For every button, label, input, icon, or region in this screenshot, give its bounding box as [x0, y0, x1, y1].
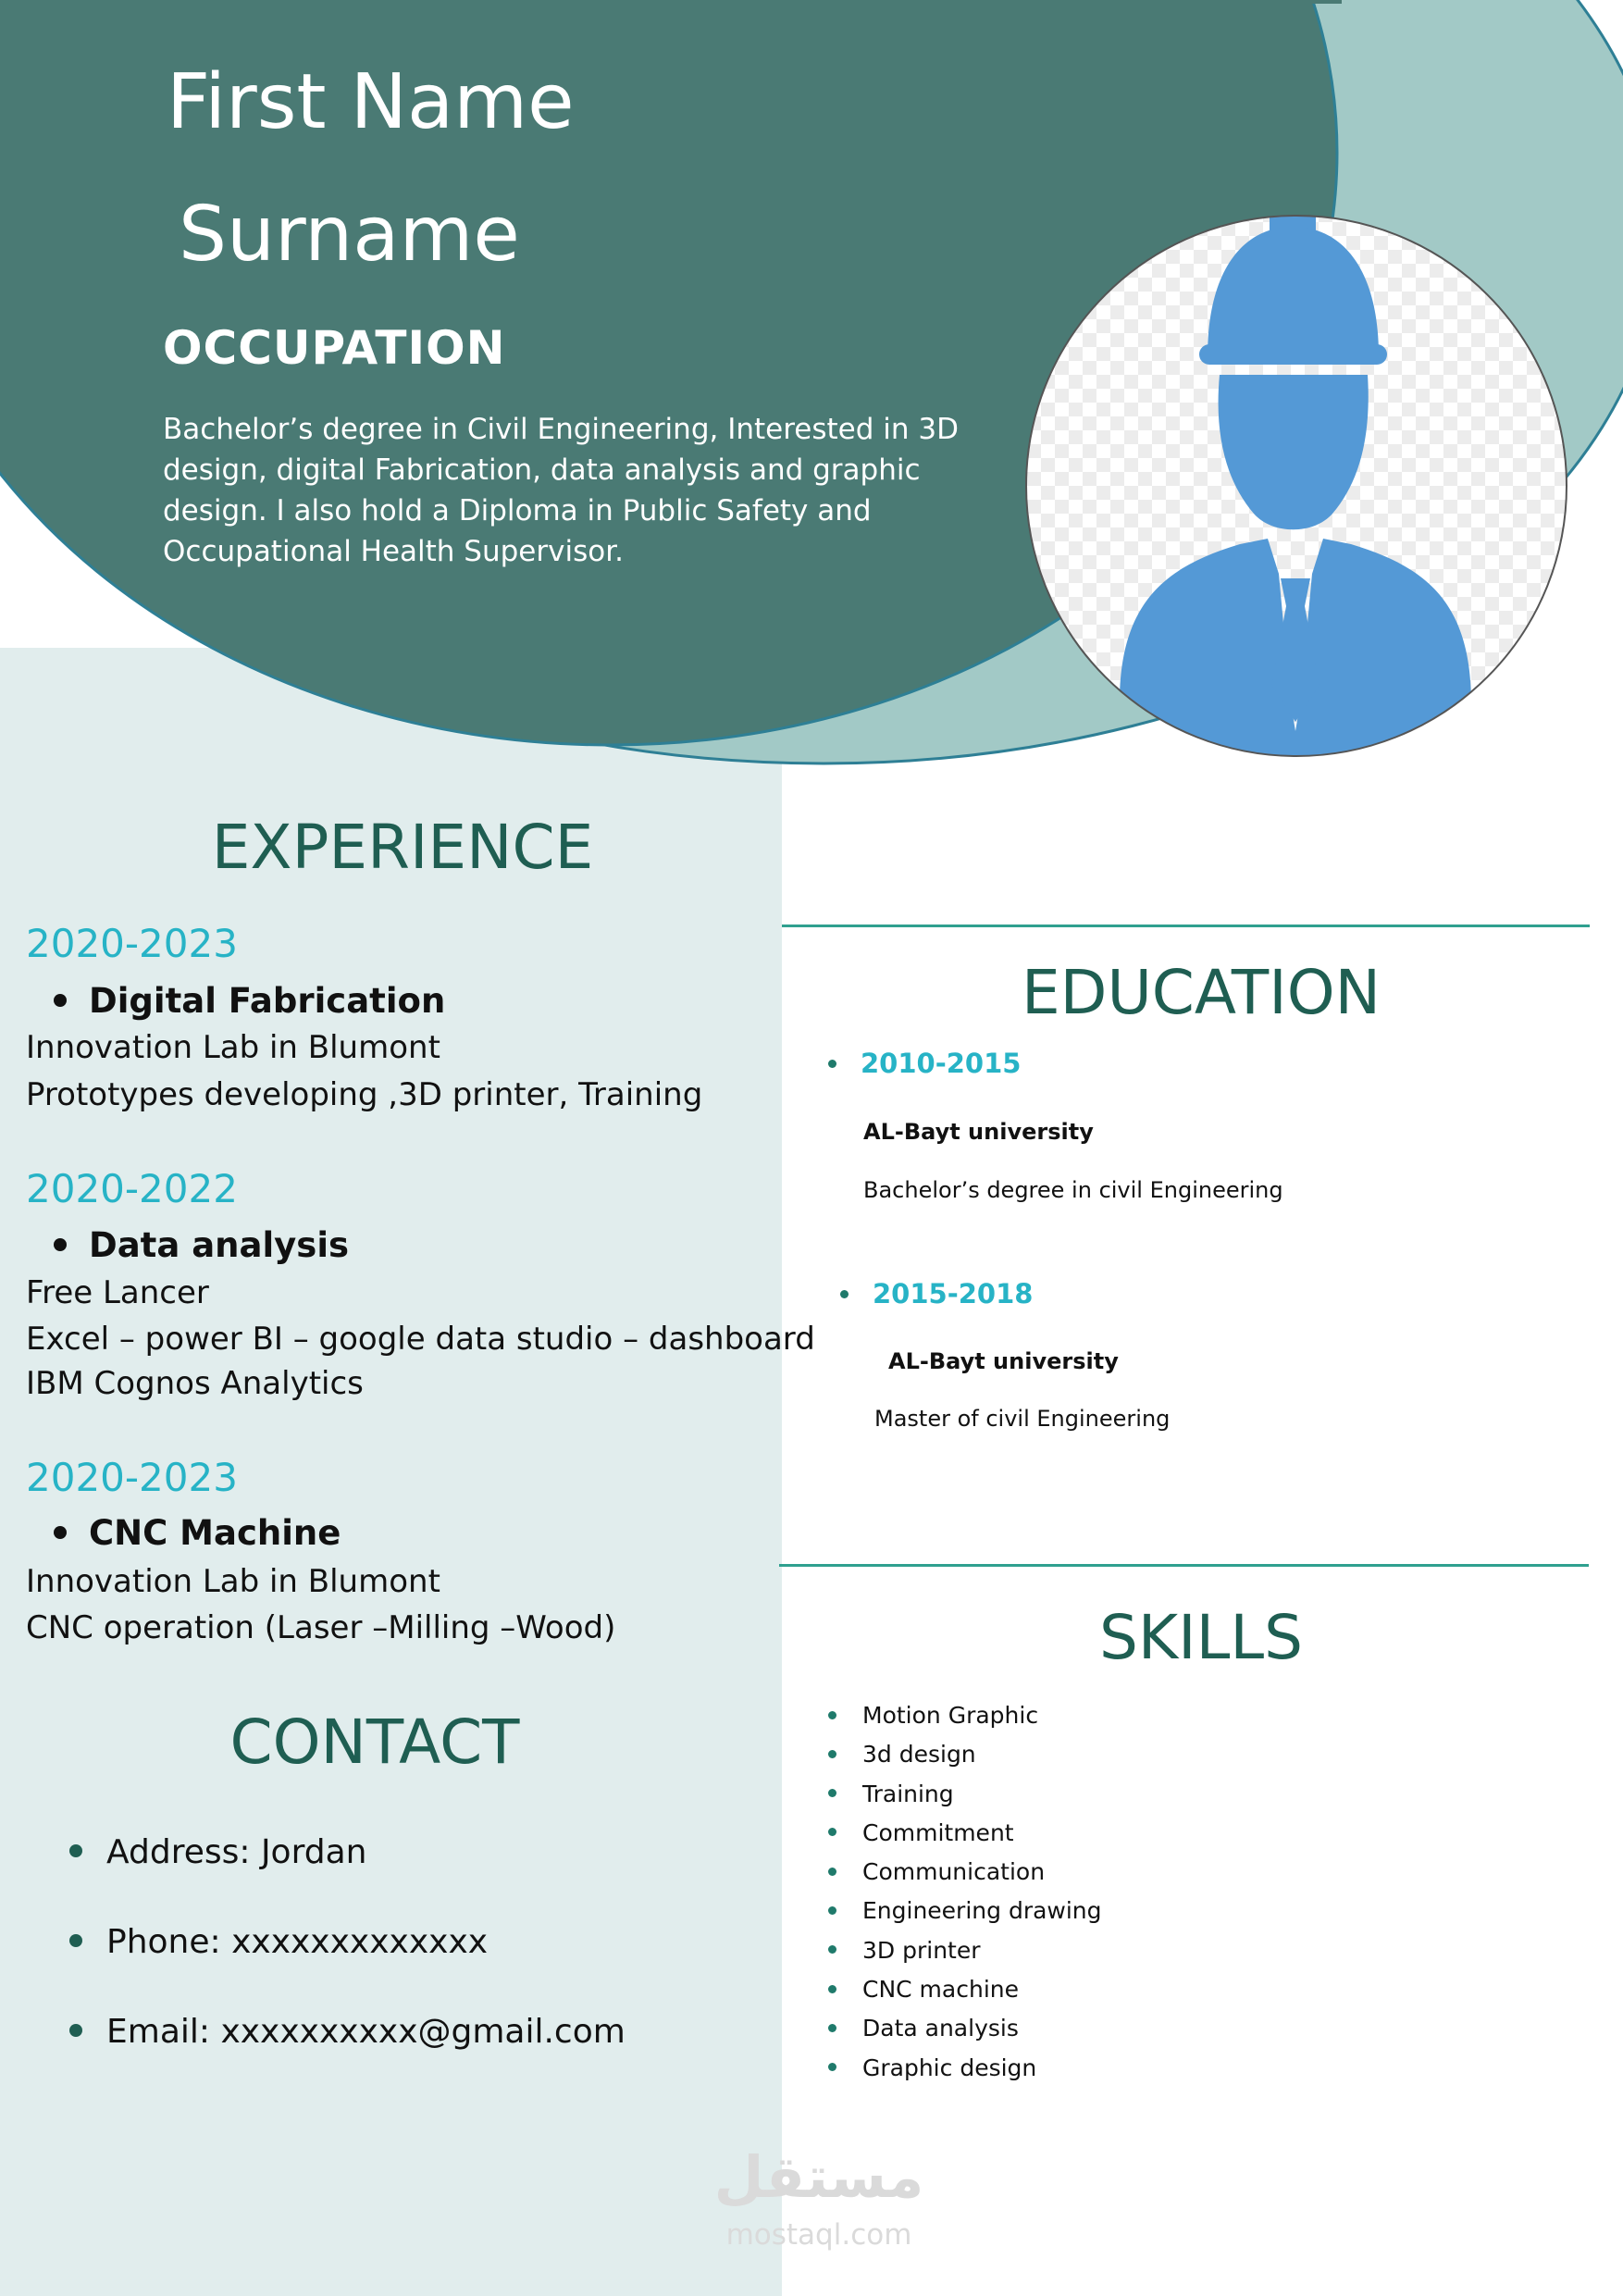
- header-top-fill: [0, 0, 1342, 4]
- bullet-icon: [54, 994, 67, 1007]
- contact-email[interactable]: Email: xxxxxxxxxx@gmail.com: [69, 2016, 626, 2049]
- contact-address: Address: Jordan: [69, 1836, 366, 1869]
- skills-heading: SKILLS: [1098, 1602, 1304, 1673]
- education-heading: EDUCATION: [1021, 957, 1381, 1028]
- experience-line: Innovation Lab in Blumont: [26, 1563, 440, 1600]
- watermark-arabic: مستقل: [713, 2143, 924, 2211]
- skill-item: 3d design: [828, 1735, 1102, 1774]
- experience-title: Data analysis: [54, 1228, 349, 1262]
- skill-item: Engineering drawing: [828, 1892, 1102, 1930]
- skill-item: Training: [828, 1775, 1102, 1814]
- divider-bottom: [779, 1564, 1589, 1567]
- skill-item: Data analysis: [828, 2009, 1102, 2048]
- education-years: 2015-2018: [840, 1281, 1033, 1308]
- bullet-icon: [840, 1290, 849, 1298]
- experience-years: 2020-2022: [26, 1166, 238, 1211]
- bullet-icon: [828, 2063, 836, 2071]
- bullet-icon: [828, 1945, 836, 1954]
- experience-line: Free Lancer: [26, 1274, 209, 1311]
- experience-years: 2020-2023: [26, 1455, 238, 1500]
- contact-phone[interactable]: Phone: xxxxxxxxxxxxx: [69, 1926, 488, 1959]
- contact-heading: CONTACT: [229, 1706, 520, 1778]
- bullet-icon: [828, 1060, 836, 1068]
- bullet-icon: [69, 1844, 82, 1857]
- education-degree: Bachelor’s degree in civil Engineering: [863, 1177, 1283, 1203]
- bullet-icon: [828, 1868, 836, 1876]
- education-degree: Master of civil Engineering: [874, 1406, 1171, 1432]
- experience-years: 2020-2023: [26, 921, 238, 966]
- experience-line: Innovation Lab in Blumont: [26, 1029, 440, 1066]
- surname: Surname: [179, 191, 520, 279]
- skills-list: [828, 1696, 1102, 2088]
- skill-item: 3D printer: [828, 1931, 1102, 1970]
- experience-title: CNC Machine: [54, 1516, 341, 1550]
- watermark-latin: mostaql.com: [725, 2218, 912, 2252]
- bullet-icon: [828, 1750, 836, 1758]
- experience-line: IBM Cognos Analytics: [26, 1365, 364, 1402]
- bullet-icon: [828, 1789, 836, 1797]
- skill-item: CNC machine: [828, 1970, 1102, 2009]
- bullet-icon: [69, 1934, 82, 1947]
- bullet-icon: [828, 1906, 836, 1915]
- summary-text: Bachelor’s degree in Civil Engineering, Interested in 3D design, digital Fabrication, data analysis and graphic design. I also hold a Diploma in Public Safety and Occupational Health Supervisor.: [163, 413, 959, 568]
- bullet-icon: [828, 2024, 836, 2032]
- skill-item: Graphic design: [828, 2049, 1102, 2088]
- education-years: 2010-2015: [828, 1050, 1021, 1077]
- skill-item: Motion Graphic: [828, 1696, 1102, 1735]
- bullet-icon: [69, 2024, 82, 2037]
- experience-line: CNC operation (Laser –Milling –Wood): [26, 1609, 616, 1646]
- bullet-icon: [828, 1828, 836, 1836]
- bullet-icon: [54, 1526, 67, 1539]
- education-university: AL-Bayt university: [863, 1119, 1094, 1145]
- experience-line: Excel – power BI – google data studio – dashboard: [26, 1321, 815, 1358]
- divider-top: [782, 925, 1590, 927]
- experience-title: Digital Fabrication: [54, 984, 445, 1018]
- bullet-icon: [54, 1238, 67, 1251]
- experience-heading: EXPERIENCE: [211, 812, 594, 883]
- skill-item: Communication: [828, 1853, 1102, 1892]
- bullet-icon: [828, 1711, 836, 1719]
- education-university: AL-Bayt university: [888, 1348, 1119, 1374]
- occupation-title: OCCUPATION: [163, 321, 506, 375]
- experience-line: Prototypes developing ,3D printer, Training: [26, 1076, 703, 1113]
- skill-item: Commitment: [828, 1814, 1102, 1853]
- bullet-icon: [828, 1985, 836, 1993]
- first-name: First Name: [167, 58, 575, 146]
